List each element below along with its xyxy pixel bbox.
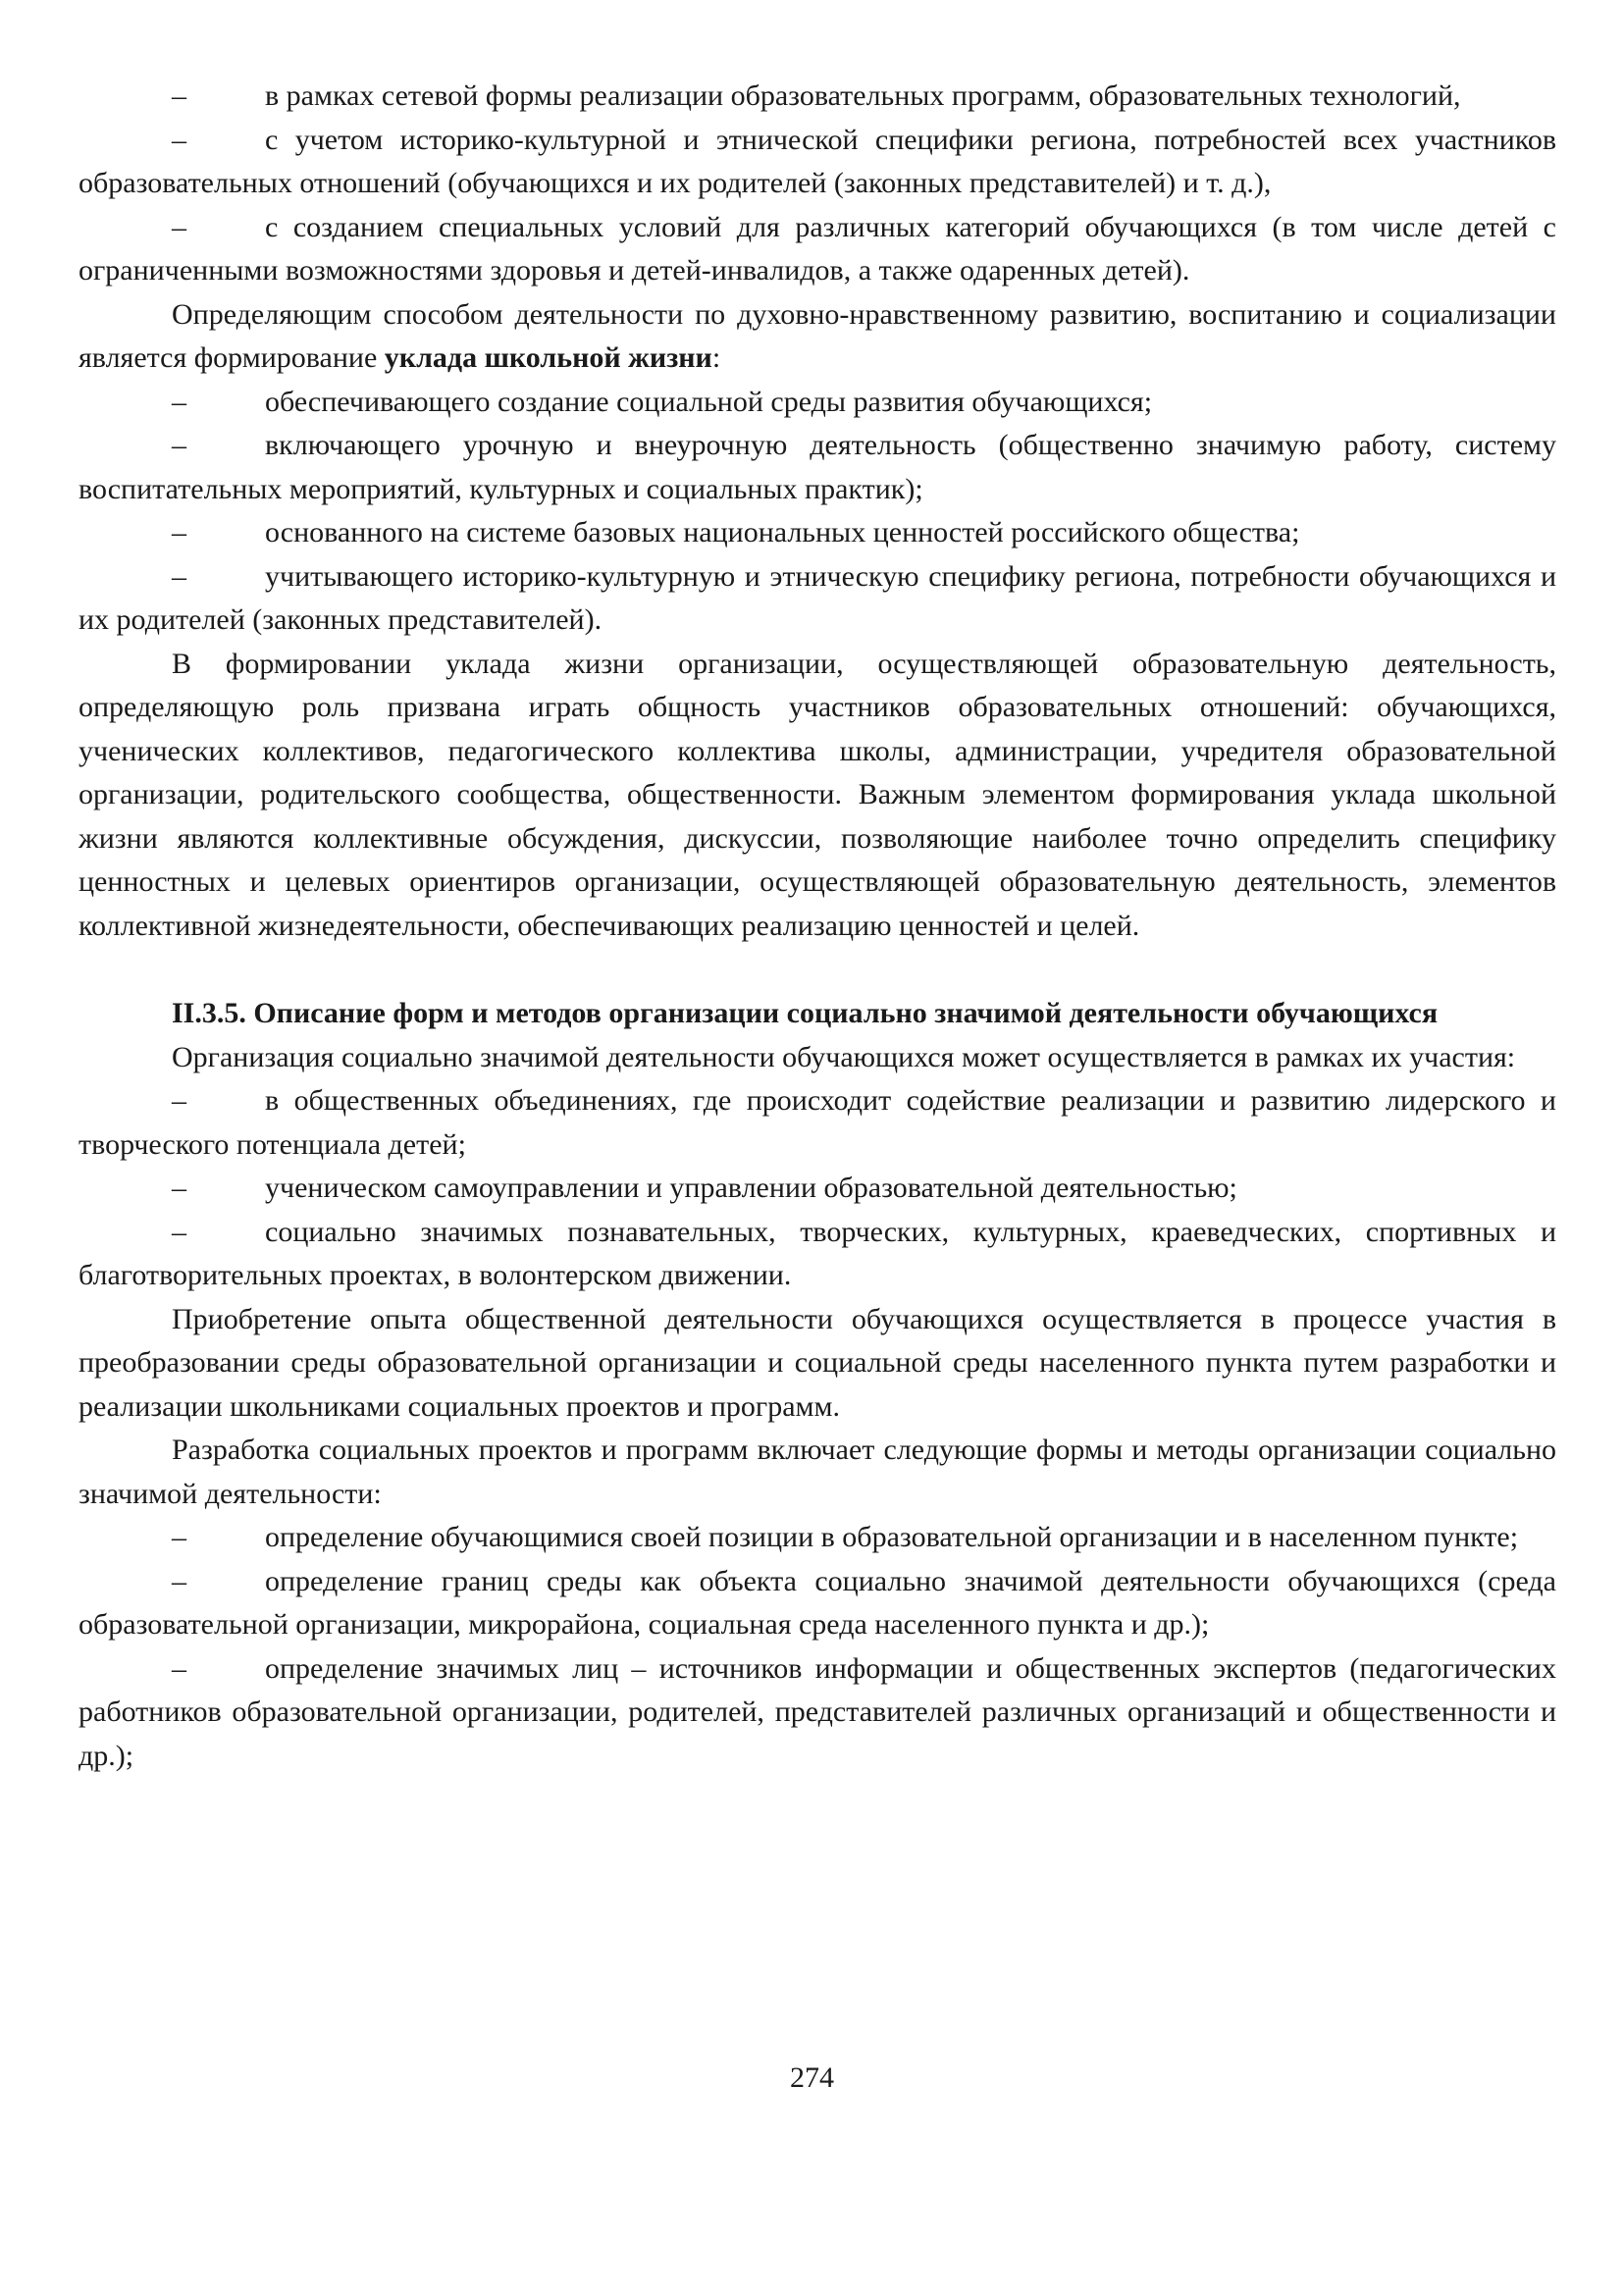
dash-marker: – <box>172 79 186 112</box>
list-item <box>79 206 1556 293</box>
list-item <box>79 1560 1556 1647</box>
list-item <box>79 511 1556 555</box>
dash-marker: – <box>172 1084 186 1117</box>
list-item <box>79 1167 1556 1211</box>
list-item-text: с учетом историко-культурной и этнической специфики региона, потребностей всех участников образовательных отношений (обучающихся и их родителей (законных представителей) и т. д.), <box>79 123 1556 199</box>
list-item <box>79 1079 1556 1167</box>
list-item <box>79 75 1556 119</box>
dash-marker: – <box>172 559 186 593</box>
uklad-intro-text: Определяющим способом деятельности по духовно-нравственному развитию, воспитанию и социализации является формирование <box>79 297 1556 374</box>
list-item-text: определение границ среды как объекта социально значимой деятельности обучающихся (среда образовательной организации, микрорайона, социальная среда населенного пункта и др.); <box>79 1564 1556 1641</box>
list-item <box>79 424 1556 511</box>
list-item-text: определение значимых лиц – источников информации и общественных экспертов (педагогических работников образовательной организации, родителей, представителей различных организаций и общественности и др.); <box>79 1651 1556 1772</box>
dash-marker: – <box>172 1215 186 1248</box>
list-item-text: обеспечивающего создание социальной среды развития обучающихся; <box>265 385 1153 418</box>
list-item <box>79 1647 1556 1779</box>
org-intro-paragraph: Организация социально значимой деятельности обучающихся может осуществляется в рамках их участия: <box>172 1040 1516 1073</box>
dash-marker: – <box>172 1564 186 1597</box>
list-item-text: в рамках сетевой формы реализации образовательных программ, образовательных технологий, <box>265 79 1461 112</box>
page-number: 274 <box>790 2061 834 2094</box>
uklad-intro-paragraph <box>79 293 1556 381</box>
dash-marker: – <box>172 516 186 548</box>
list-item <box>79 119 1556 206</box>
list-item <box>79 1211 1556 1298</box>
document-page <box>79 75 1556 1778</box>
dash-marker: – <box>172 1521 186 1553</box>
list-item <box>79 555 1556 643</box>
experience-paragraph: Приобретение опыта общественной деятельности обучающихся осуществляется в процессе участия в преобразовании среды образовательной организации и социальной среды населенного пункта путем разработки и реализации школьниками социальных проектов и программ. <box>79 1302 1556 1423</box>
dash-marker: – <box>172 210 186 243</box>
list-item-text: социально значимых познавательных, творческих, культурных, краеведческих, спортивных и благотворительных проектах, в волонтерском движении. <box>79 1215 1556 1291</box>
dash-marker: – <box>172 429 186 461</box>
uklad-term: уклада школьной жизни <box>384 341 712 374</box>
dash-marker: – <box>172 1651 186 1685</box>
list-item-text: с созданием специальных условий для различных категорий обучающихся (в том числе детей с ограниченными возможностями здоровья и детей-инвалидов, а также одаренных детей). <box>79 210 1556 287</box>
list-item-text: определение обучающимися своей позиции в образовательной организации и в населенном пункте; <box>265 1521 1519 1553</box>
dash-marker: – <box>172 123 186 156</box>
list-item-text: включающего урочную и внеурочную деятельность (общественно значимую работу, систему воспитательных мероприятий, культурных и социальных практик); <box>79 429 1556 505</box>
list-item <box>79 381 1556 425</box>
list-item-text: в общественных объединениях, где происходит содействие реализации и развитию лидерского и творческого потенциала детей; <box>79 1084 1556 1161</box>
list-item-text: основанного на системе базовых национальных ценностей российского общества; <box>265 516 1300 548</box>
uklad-intro-colon: : <box>711 341 721 374</box>
dash-marker: – <box>172 385 186 418</box>
list-item <box>79 1516 1556 1560</box>
section-heading: II.3.5. Описание форм и методов организации социально значимой деятельности обучающихся <box>172 997 1439 1029</box>
list-item-text: учитывающего историко-культурную и этническую специфику региона, потребности обучающихся и их родителей (законных представителей). <box>79 559 1556 636</box>
list-item-text: ученическом самоуправлении и управлении образовательной деятельностью; <box>265 1172 1237 1204</box>
uklad-paragraph: В формировании уклада жизни организации, осуществляющей образовательную деятельность, определяющую роль призвана играть общность участников образовательных отношений: обучающихся, ученических коллективов, педагогического коллектива школы, администрации, учредителя образовательной организации, родительского сообщества, общественности. Важным элементом формирования уклада школьной жизни являются коллективные обсуждения, дискуссии, позволяющие наиболее точно определить специфику ценностных и целевых ориентиров организации, осуществляющей образовательную деятельность, элементов коллективной жизнедеятельности, обеспечивающих реализацию ценностей и целей. <box>79 647 1556 942</box>
projects-intro-paragraph: Разработка социальных проектов и программ включает следующие формы и методы организации социально значимой деятельности: <box>79 1434 1556 1510</box>
dash-marker: – <box>172 1172 186 1204</box>
